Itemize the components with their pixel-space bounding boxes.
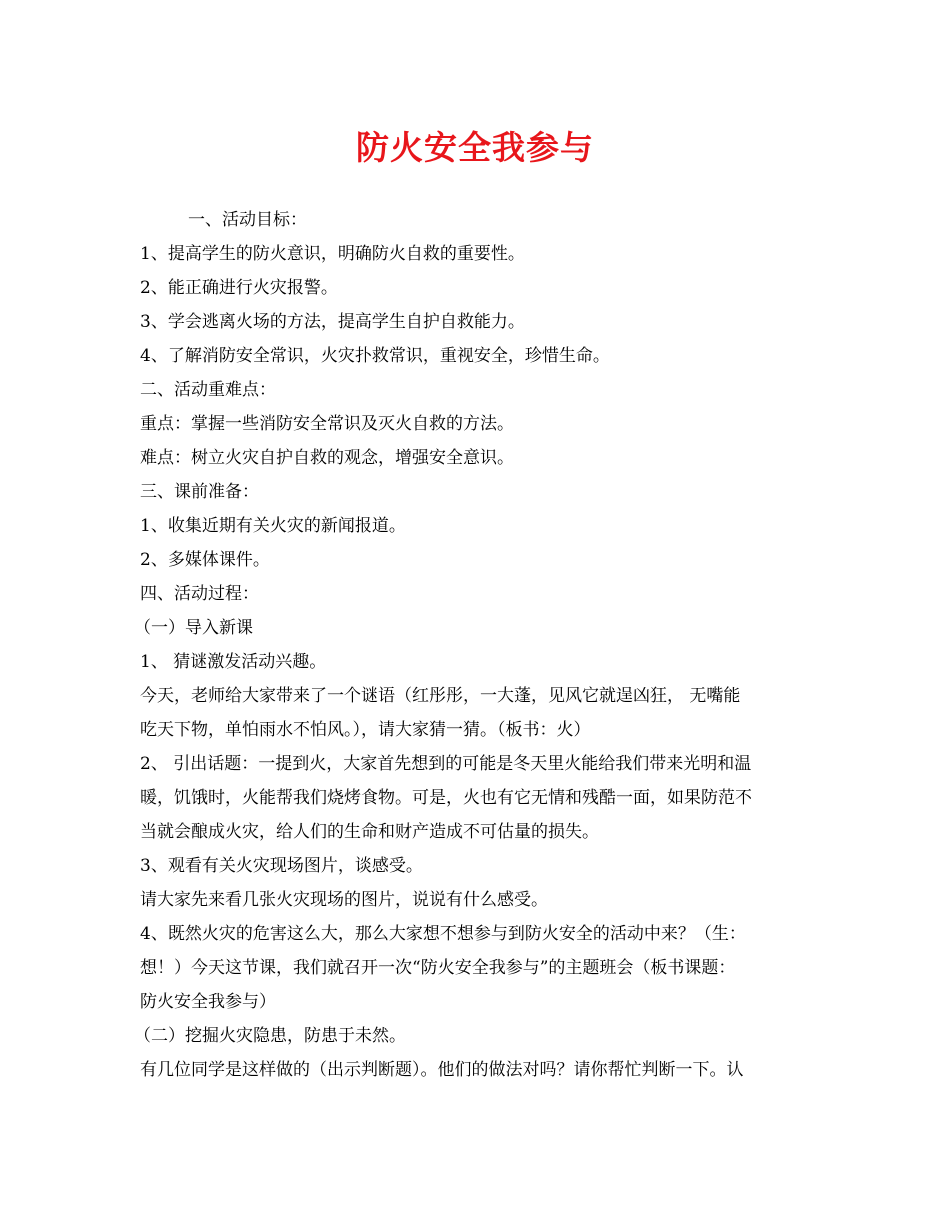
subsection-heading: （二）挖掘火灾隐患，防患于未然。: [134, 1026, 406, 1046]
paragraph-line: 1、 猜谜激发活动兴趣。: [140, 652, 327, 672]
paragraph-line: 4、既然火灾的危害这么大，那么大家想不想参与到防火安全的活动中来？（生：: [140, 924, 746, 944]
paragraph-line: 3、观看有关火灾现场图片，谈感受。: [140, 856, 423, 876]
paragraph-line: 暖，饥饿时，火能帮我们烧烤食物。可是，火也有它无情和残酷一面，如果防范不: [140, 788, 752, 808]
paragraph-line: 当就会酿成火灾，给人们的生命和财产造成不可估量的损失。: [140, 822, 599, 842]
document-title: 防火安全我参与: [356, 128, 594, 167]
paragraph-line: 4、了解消防安全常识，火灾扑救常识，重视安全，珍惜生命。: [140, 346, 610, 366]
paragraph-line: 吃天下物，单怕雨水不怕风。），请大家猜一猜。（板书：火）: [140, 720, 591, 740]
section-heading-key-points: 二、活动重难点：: [140, 380, 276, 400]
section-heading-preparation: 三、课前准备：: [140, 482, 259, 502]
section-heading-process: 四、活动过程：: [140, 584, 259, 604]
paragraph-line: 有几位同学是这样做的（出示判断题）。他们的做法对吗？请你帮忙判断一下。认: [140, 1060, 744, 1080]
paragraph-line: 今天，老师给大家带来了一个谜语（红彤彤，一大蓬，见风它就逞凶狂， 无嘴能: [140, 686, 741, 706]
paragraph-line: 防火安全我参与）: [140, 992, 276, 1012]
paragraph-line: 2、多媒体课件。: [140, 550, 270, 570]
paragraph-line: 重点：掌握一些消防安全常识及灭火自救的方法。: [140, 414, 514, 434]
section-heading-goals: 一、活动目标：: [188, 210, 307, 230]
paragraph-line: 1、提高学生的防火意识，明确防火自救的重要性。: [140, 244, 525, 264]
paragraph-line: 3、学会逃离火场的方法，提高学生自护自救能力。: [140, 312, 525, 332]
subsection-heading: （一）导入新课: [134, 618, 253, 638]
paragraph-line: 想！）今天这节课，我们就召开一次“防火安全我参与”的主题班会（板书课题：: [140, 958, 736, 978]
document-body: [134, 203, 815, 1087]
paragraph-line: 请大家先来看几张火灾现场的图片，说说有什么感受。: [140, 890, 548, 910]
paragraph-line: 2、 引出话题：一提到火，大家首先想到的可能是冬天里火能给我们带来光明和温: [140, 754, 752, 774]
paragraph-line: 2、能正确进行火灾报警。: [140, 278, 338, 298]
paragraph-line: 难点：树立火灾自护自救的观念，增强安全意识。: [140, 448, 514, 468]
paragraph-line: 1、收集近期有关火灾的新闻报道。: [140, 516, 406, 536]
